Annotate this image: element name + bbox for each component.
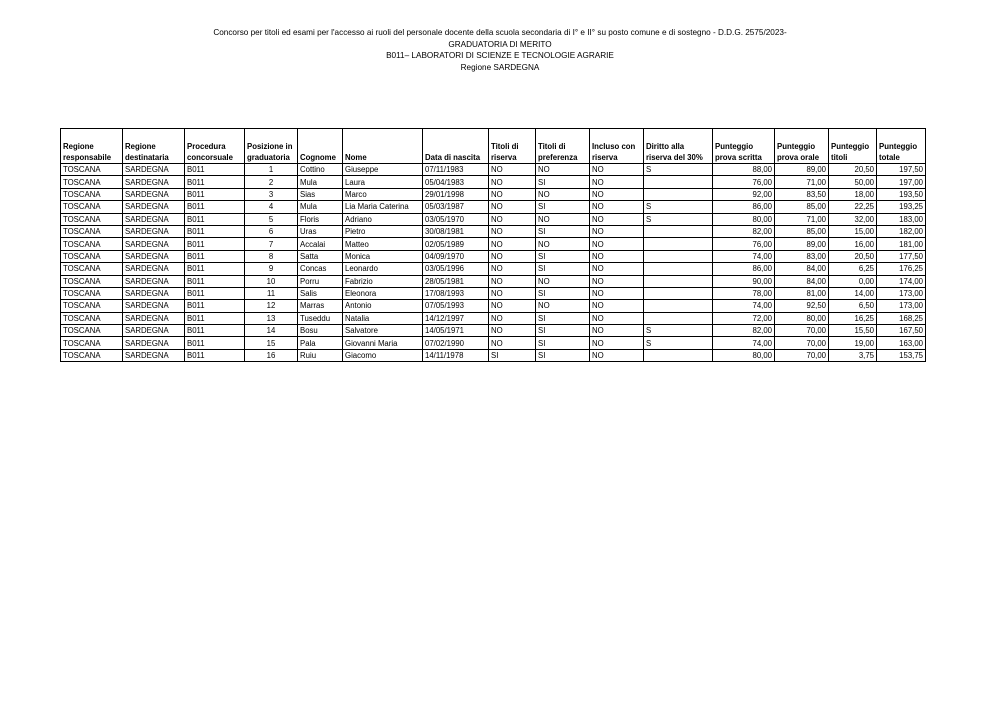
table-cell: NO [590, 325, 644, 337]
table-cell: 78,00 [713, 287, 775, 299]
table-cell: 14/05/1971 [423, 325, 489, 337]
table-cell: 13 [245, 312, 298, 324]
table-cell [644, 300, 713, 312]
table-cell [644, 225, 713, 237]
table-cell: 07/02/1990 [423, 337, 489, 349]
table-cell: NO [536, 188, 590, 200]
table-cell: 70,00 [775, 325, 829, 337]
table-cell: NO [536, 300, 590, 312]
col-header: Regione responsabile [61, 129, 123, 164]
table-cell: 07/11/1983 [423, 164, 489, 176]
table-row [61, 201, 926, 213]
table-cell [644, 238, 713, 250]
table-cell: TOSCANA [61, 225, 123, 237]
table-cell [644, 349, 713, 361]
col-header: Incluso con riserva [590, 129, 644, 164]
table-cell: 9 [245, 263, 298, 275]
table-cell: 20,50 [829, 250, 877, 262]
table-cell: SARDEGNA [123, 349, 185, 361]
table-cell: NO [489, 250, 536, 262]
table-cell: NO [489, 164, 536, 176]
table-cell: 89,00 [775, 164, 829, 176]
table-cell: 12 [245, 300, 298, 312]
table-cell: TOSCANA [61, 300, 123, 312]
table-cell: 3,75 [829, 349, 877, 361]
table-cell: S [644, 164, 713, 176]
table-cell [644, 275, 713, 287]
table-cell: SI [536, 349, 590, 361]
table-cell: 6 [245, 225, 298, 237]
table-cell [644, 263, 713, 275]
table-cell: 6,50 [829, 300, 877, 312]
table-cell: S [644, 201, 713, 213]
table-cell: 02/05/1989 [423, 238, 489, 250]
table-cell: 20,50 [829, 164, 877, 176]
table-cell: TOSCANA [61, 201, 123, 213]
table-cell: SARDEGNA [123, 238, 185, 250]
table-cell: TOSCANA [61, 250, 123, 262]
table-cell: 85,00 [775, 201, 829, 213]
table-cell: NO [536, 275, 590, 287]
table-cell: 6,25 [829, 263, 877, 275]
table-cell: NO [590, 300, 644, 312]
table-cell: 19,00 [829, 337, 877, 349]
table-cell: 81,00 [775, 287, 829, 299]
table-cell: NO [590, 225, 644, 237]
table-header-row [61, 129, 926, 164]
table-cell: SI [536, 176, 590, 188]
table-cell: 83,50 [775, 188, 829, 200]
table-cell: NO [590, 250, 644, 262]
table-cell: TOSCANA [61, 188, 123, 200]
table-cell: SI [536, 287, 590, 299]
table-cell: 70,00 [775, 337, 829, 349]
table-cell: 173,00 [877, 287, 926, 299]
col-header: Punteggio totale [877, 129, 926, 164]
table-cell: Concas [298, 263, 343, 275]
table-cell: 28/05/1981 [423, 275, 489, 287]
table-cell: 76,00 [713, 238, 775, 250]
table-cell: 86,00 [713, 201, 775, 213]
table-cell: NO [489, 275, 536, 287]
table-cell: NO [590, 238, 644, 250]
table-row [61, 325, 926, 337]
table-cell: NO [590, 176, 644, 188]
table-cell: 92,50 [775, 300, 829, 312]
table-cell: 18,00 [829, 188, 877, 200]
table-cell: 16 [245, 349, 298, 361]
table-cell [644, 287, 713, 299]
table-cell: TOSCANA [61, 263, 123, 275]
col-header: Titoli di preferenza [536, 129, 590, 164]
table-cell: 05/03/1987 [423, 201, 489, 213]
table-cell: NO [489, 238, 536, 250]
table-cell: NO [489, 263, 536, 275]
table-cell [644, 188, 713, 200]
col-header: Punteggio prova orale [775, 129, 829, 164]
col-header: Regione destinataria [123, 129, 185, 164]
table-cell: NO [489, 300, 536, 312]
table-cell: SARDEGNA [123, 312, 185, 324]
table-cell: SARDEGNA [123, 164, 185, 176]
table-cell: 197,00 [877, 176, 926, 188]
table-row [61, 176, 926, 188]
table-cell: NO [536, 238, 590, 250]
table-row [61, 225, 926, 237]
table-cell: 82,00 [713, 225, 775, 237]
table-cell: 15,50 [829, 325, 877, 337]
table-cell: Matteo [343, 238, 423, 250]
table-cell: 5 [245, 213, 298, 225]
table-cell: 88,00 [713, 164, 775, 176]
table-cell: 15 [245, 337, 298, 349]
table-cell: 89,00 [775, 238, 829, 250]
table-cell: SARDEGNA [123, 213, 185, 225]
col-header: Punteggio prova scritta [713, 129, 775, 164]
table-cell: 173,00 [877, 300, 926, 312]
table-cell: NO [489, 201, 536, 213]
table-cell: 3 [245, 188, 298, 200]
table-cell: 80,00 [713, 213, 775, 225]
table-cell: 193,50 [877, 188, 926, 200]
table-cell: B011 [185, 325, 245, 337]
class-title: B011– LABORATORI DI SCIENZE E TECNOLOGIE AGRARIE [386, 51, 614, 61]
table-cell: Cottino [298, 164, 343, 176]
table-cell: Adriano [343, 213, 423, 225]
table-cell: 181,00 [877, 238, 926, 250]
table-cell: SARDEGNA [123, 287, 185, 299]
table-cell [644, 250, 713, 262]
table-cell: 92,00 [713, 188, 775, 200]
table-cell: 197,50 [877, 164, 926, 176]
table-cell: B011 [185, 312, 245, 324]
table-cell: B011 [185, 275, 245, 287]
table-cell: 74,00 [713, 337, 775, 349]
col-header: Cognome [298, 129, 343, 164]
table-cell: NO [536, 213, 590, 225]
table-cell: 03/05/1996 [423, 263, 489, 275]
table-cell: 16,00 [829, 238, 877, 250]
table-cell: B011 [185, 349, 245, 361]
table-cell: TOSCANA [61, 213, 123, 225]
table-cell: 85,00 [775, 225, 829, 237]
table-cell: SI [536, 225, 590, 237]
table-cell: B011 [185, 225, 245, 237]
table-cell: B011 [185, 176, 245, 188]
table-cell: 74,00 [713, 250, 775, 262]
table-cell: Accalai [298, 238, 343, 250]
ranking-title: GRADUATORIA DI MERITO [448, 39, 552, 49]
table-cell: 176,25 [877, 263, 926, 275]
table-cell: Uras [298, 225, 343, 237]
table-cell: Eleonora [343, 287, 423, 299]
table-cell: NO [489, 287, 536, 299]
col-header: Posizione in graduatoria [245, 129, 298, 164]
table-row [61, 238, 926, 250]
table-cell: 11 [245, 287, 298, 299]
table-cell: B011 [185, 263, 245, 275]
table-cell: 04/09/1970 [423, 250, 489, 262]
table-cell [644, 176, 713, 188]
table-cell: 7 [245, 238, 298, 250]
table-cell: 71,00 [775, 213, 829, 225]
table-cell: NO [489, 225, 536, 237]
table-cell: 10 [245, 275, 298, 287]
table-cell: NO [536, 164, 590, 176]
table-cell: 84,00 [775, 263, 829, 275]
table-cell: Salvatore [343, 325, 423, 337]
table-cell: Pala [298, 337, 343, 349]
table-cell: NO [590, 287, 644, 299]
table-cell: SI [489, 349, 536, 361]
table-cell: TOSCANA [61, 275, 123, 287]
table-cell: Giuseppe [343, 164, 423, 176]
table-row [61, 337, 926, 349]
table-cell: 72,00 [713, 312, 775, 324]
col-header: Punteggio titoli [829, 129, 877, 164]
table-cell: SARDEGNA [123, 225, 185, 237]
table-cell: 177,50 [877, 250, 926, 262]
table-cell: NO [590, 337, 644, 349]
table-cell: NO [590, 263, 644, 275]
table-cell: SARDEGNA [123, 176, 185, 188]
table-cell: B011 [185, 164, 245, 176]
table-cell: NO [590, 349, 644, 361]
table-cell: Tuseddu [298, 312, 343, 324]
table-cell: 1 [245, 164, 298, 176]
region-title: Regione SARDEGNA [460, 62, 540, 72]
table-cell: 16,25 [829, 312, 877, 324]
table-cell: Monica [343, 250, 423, 262]
table-cell: Marco [343, 188, 423, 200]
table-cell: 174,00 [877, 275, 926, 287]
table-cell: TOSCANA [61, 287, 123, 299]
table-cell: Ruiu [298, 349, 343, 361]
table-cell: TOSCANA [61, 312, 123, 324]
table-cell: Floris [298, 213, 343, 225]
table-cell: 71,00 [775, 176, 829, 188]
table-cell: NO [590, 275, 644, 287]
table-cell: Fabrizio [343, 275, 423, 287]
table-cell: Giovanni Maria [343, 337, 423, 349]
table-cell: 84,00 [775, 275, 829, 287]
table-row [61, 300, 926, 312]
table-cell: NO [590, 213, 644, 225]
table-cell: NO [489, 312, 536, 324]
table-cell: 168,25 [877, 312, 926, 324]
table-cell: TOSCANA [61, 349, 123, 361]
table-cell: B011 [185, 201, 245, 213]
table-cell: TOSCANA [61, 176, 123, 188]
table-cell: S [644, 337, 713, 349]
table-cell: 182,00 [877, 225, 926, 237]
table-cell: SI [536, 325, 590, 337]
table-cell: 05/04/1983 [423, 176, 489, 188]
table-cell: 0,00 [829, 275, 877, 287]
table-body [61, 164, 926, 362]
table-row [61, 312, 926, 324]
document-heading [0, 27, 1000, 73]
table-cell: NO [590, 164, 644, 176]
ranking-table [60, 128, 926, 362]
table-cell: 32,00 [829, 213, 877, 225]
table-cell: Laura [343, 176, 423, 188]
table-cell: 80,00 [775, 312, 829, 324]
table-cell: SARDEGNA [123, 201, 185, 213]
table-cell: Lia Maria Caterina [343, 201, 423, 213]
table-cell: 50,00 [829, 176, 877, 188]
table-cell: Leonardo [343, 263, 423, 275]
table-cell: 183,00 [877, 213, 926, 225]
table-row [61, 188, 926, 200]
table-cell: NO [489, 213, 536, 225]
table-cell: B011 [185, 250, 245, 262]
table-cell: Giacomo [343, 349, 423, 361]
table-cell: TOSCANA [61, 164, 123, 176]
table-cell: Marras [298, 300, 343, 312]
table-cell: 80,00 [713, 349, 775, 361]
table-cell: 153,75 [877, 349, 926, 361]
table-cell: 22,25 [829, 201, 877, 213]
table-cell: TOSCANA [61, 238, 123, 250]
table-cell: Pietro [343, 225, 423, 237]
table-cell: 14,00 [829, 287, 877, 299]
table-row [61, 213, 926, 225]
table-cell: Sias [298, 188, 343, 200]
table-cell: Mula [298, 176, 343, 188]
table-row [61, 287, 926, 299]
table-cell: 82,00 [713, 325, 775, 337]
table-cell [644, 312, 713, 324]
table-cell: 29/01/1998 [423, 188, 489, 200]
table-cell: SARDEGNA [123, 300, 185, 312]
table-row [61, 164, 926, 176]
table-cell: 74,00 [713, 300, 775, 312]
table-cell: Satta [298, 250, 343, 262]
table-cell: Porru [298, 275, 343, 287]
table-cell: SI [536, 312, 590, 324]
table-cell: SI [536, 250, 590, 262]
table-cell: SARDEGNA [123, 337, 185, 349]
table-cell: SI [536, 337, 590, 349]
table-cell: Salis [298, 287, 343, 299]
table-cell: 8 [245, 250, 298, 262]
competition-title: Concorso per titoli ed esami per l'accesso ai ruoli del personale docente della scuola secondaria di I° e II° su posto comune e di sostegno - D.D.G. 2575/2023- [213, 28, 787, 37]
col-header: Diritto alla riserva del 30% [644, 129, 713, 164]
table-cell: B011 [185, 213, 245, 225]
table-row [61, 250, 926, 262]
table-cell: TOSCANA [61, 337, 123, 349]
col-header: Data di nascita [423, 129, 489, 164]
table-row [61, 263, 926, 275]
table-cell: NO [590, 188, 644, 200]
table-cell: Antonio [343, 300, 423, 312]
table-cell: B011 [185, 300, 245, 312]
table-cell: SI [536, 201, 590, 213]
table-cell: 193,25 [877, 201, 926, 213]
table-cell: 167,50 [877, 325, 926, 337]
table-cell: 83,00 [775, 250, 829, 262]
table-cell: B011 [185, 337, 245, 349]
table-cell: 163,00 [877, 337, 926, 349]
table-cell: TOSCANA [61, 325, 123, 337]
table-cell: 76,00 [713, 176, 775, 188]
table-cell: 70,00 [775, 349, 829, 361]
table-cell: 07/05/1993 [423, 300, 489, 312]
col-header: Titoli di riserva [489, 129, 536, 164]
table-cell: 4 [245, 201, 298, 213]
table-cell: 14 [245, 325, 298, 337]
table-cell: Bosu [298, 325, 343, 337]
table-cell: NO [489, 176, 536, 188]
col-header: Procedura concorsuale [185, 129, 245, 164]
table-cell: S [644, 325, 713, 337]
table-cell: 14/11/1978 [423, 349, 489, 361]
table-cell: 03/05/1970 [423, 213, 489, 225]
table-cell: 14/12/1997 [423, 312, 489, 324]
table-cell: SARDEGNA [123, 275, 185, 287]
table-cell: 86,00 [713, 263, 775, 275]
table-cell: NO [489, 337, 536, 349]
table-cell: B011 [185, 287, 245, 299]
table-cell: B011 [185, 188, 245, 200]
table-cell: 2 [245, 176, 298, 188]
col-header: Nome [343, 129, 423, 164]
table-cell: NO [590, 312, 644, 324]
table-cell: SARDEGNA [123, 263, 185, 275]
table-cell: B011 [185, 238, 245, 250]
table-cell: Natalia [343, 312, 423, 324]
table-cell: SARDEGNA [123, 250, 185, 262]
table-cell: 90,00 [713, 275, 775, 287]
table-row [61, 275, 926, 287]
table-cell: Mula [298, 201, 343, 213]
table-cell: 17/08/1993 [423, 287, 489, 299]
table-cell: 30/08/1981 [423, 225, 489, 237]
table-cell: NO [489, 188, 536, 200]
table-row [61, 349, 926, 361]
table-cell: NO [489, 325, 536, 337]
table-cell: 15,00 [829, 225, 877, 237]
table-cell: NO [590, 201, 644, 213]
table-cell: SI [536, 263, 590, 275]
table-cell: SARDEGNA [123, 325, 185, 337]
table-cell: S [644, 213, 713, 225]
table-cell: SARDEGNA [123, 188, 185, 200]
